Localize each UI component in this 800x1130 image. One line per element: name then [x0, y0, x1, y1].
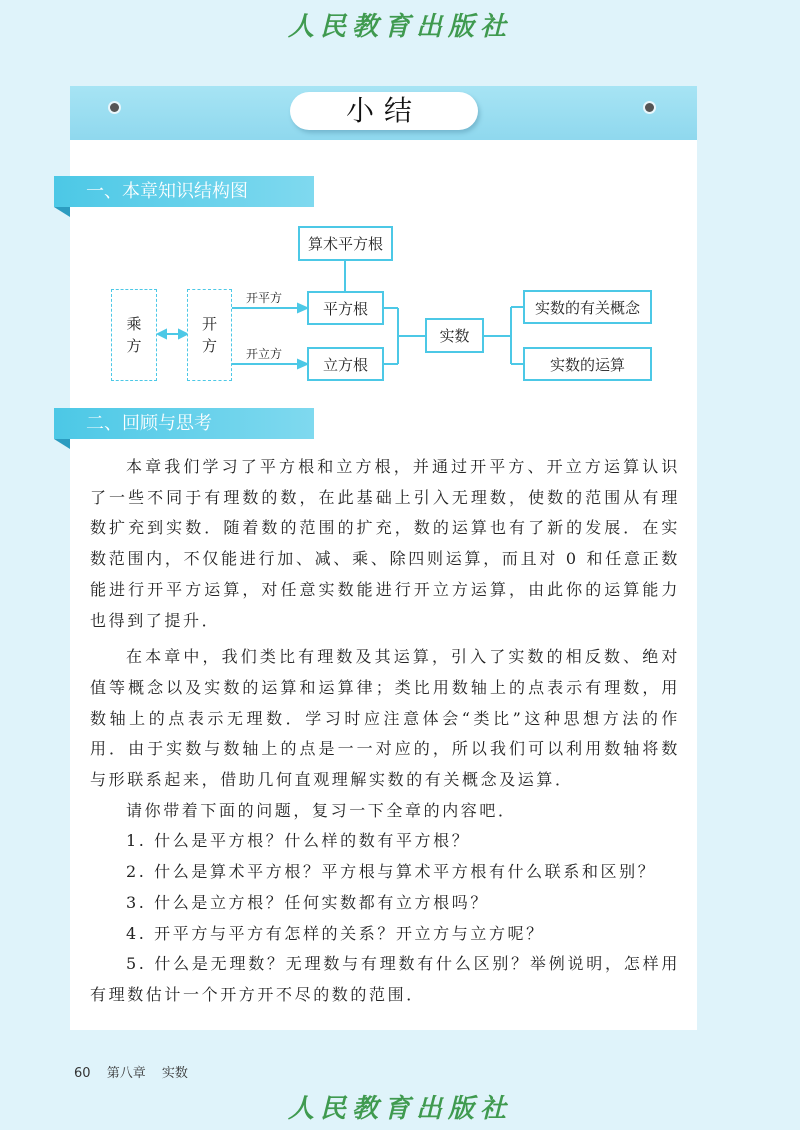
node-real-concepts: 实数的有关概念	[523, 290, 652, 324]
node-cube-root: 立方根	[307, 347, 384, 381]
node-char: 开	[201, 315, 217, 333]
section-heading-review	[54, 408, 314, 439]
paragraph: 请你带着下面的问题，复习一下全章的内容吧．	[126, 800, 517, 820]
label-square-root-op: 开平方	[246, 291, 283, 305]
pin-icon	[645, 103, 654, 112]
label-cube-root-op: 开立方	[246, 347, 283, 361]
summary-title: 小结	[290, 92, 478, 130]
question-item: 1. 什么是平方根？什么样的数有平方根？	[126, 831, 471, 851]
section-title: 一、本章知识结构图	[86, 181, 248, 202]
question-item: 2. 什么是算术平方根？平方根与算术平方根有什么联系和区别？	[126, 862, 657, 882]
question-item: 5. 什么是无理数？无理数与有理数有什么区别？举例说明，怎样用有理数估计一个开方开不尽的数的范围．	[90, 954, 680, 1004]
section-title: 二、回顾与思考	[86, 413, 212, 434]
section-heading-structure	[54, 176, 314, 207]
paragraph: 在本章中，我们类比有理数及其运算，引入了实数的相反数、绝对值等概念以及实数的运算和运算律；类比用数轴上的点表示有理数，用数轴上的点表示无理数．学习时应注意体会“类比”这种思想方法的作用．由于实数与数轴上的点是一一对应的，所以我们可以利用数轴将数与形联系起来，借助几何直观理解实数的有关概念及运算．	[90, 647, 680, 790]
ribbon-fold	[54, 439, 70, 449]
paragraph: 本章我们学习了平方根和立方根，并通过开平方、开立方运算认识了一些不同于有理数的数，在此基础上引入无理数，使数的范围从有理数扩充到实数．随着数的范围的扩充，数的运算也有了新的发展．在实数范围内，不仅能进行加、减、乘、除四则运算，而且对 0 和任意正数能进行开平方运算，对任意实数能进行开立方运算，由此你的运算能力也得到了提升．	[90, 457, 680, 630]
review-text	[90, 452, 680, 1011]
question-item: 3. 什么是立方根？任何实数都有立方根吗？	[126, 892, 489, 912]
chapter-title: 实数	[161, 1066, 188, 1081]
page-number: 60	[74, 1066, 91, 1081]
node-char: 方	[201, 337, 217, 355]
node-root-operation	[187, 289, 232, 381]
question-item: 4. 开平方与平方有怎样的关系？开立方与立方呢？	[126, 923, 545, 943]
publisher-watermark-bottom: 人民教育出版社	[287, 1094, 512, 1124]
chapter-label: 第八章	[106, 1066, 146, 1081]
page-footer	[74, 1062, 200, 1081]
node-real-operations: 实数的运算	[523, 347, 652, 381]
pin-icon	[110, 103, 119, 112]
publisher-watermark-top: 人民教育出版社	[287, 12, 512, 42]
node-real-number: 实数	[425, 318, 484, 353]
node-multiply	[111, 289, 157, 381]
node-square-root: 平方根	[307, 291, 384, 325]
node-char: 方	[126, 337, 142, 355]
ribbon-fold	[54, 207, 70, 217]
node-arithmetic-square-root: 算术平方根	[298, 226, 393, 261]
node-char: 乘	[126, 315, 142, 333]
